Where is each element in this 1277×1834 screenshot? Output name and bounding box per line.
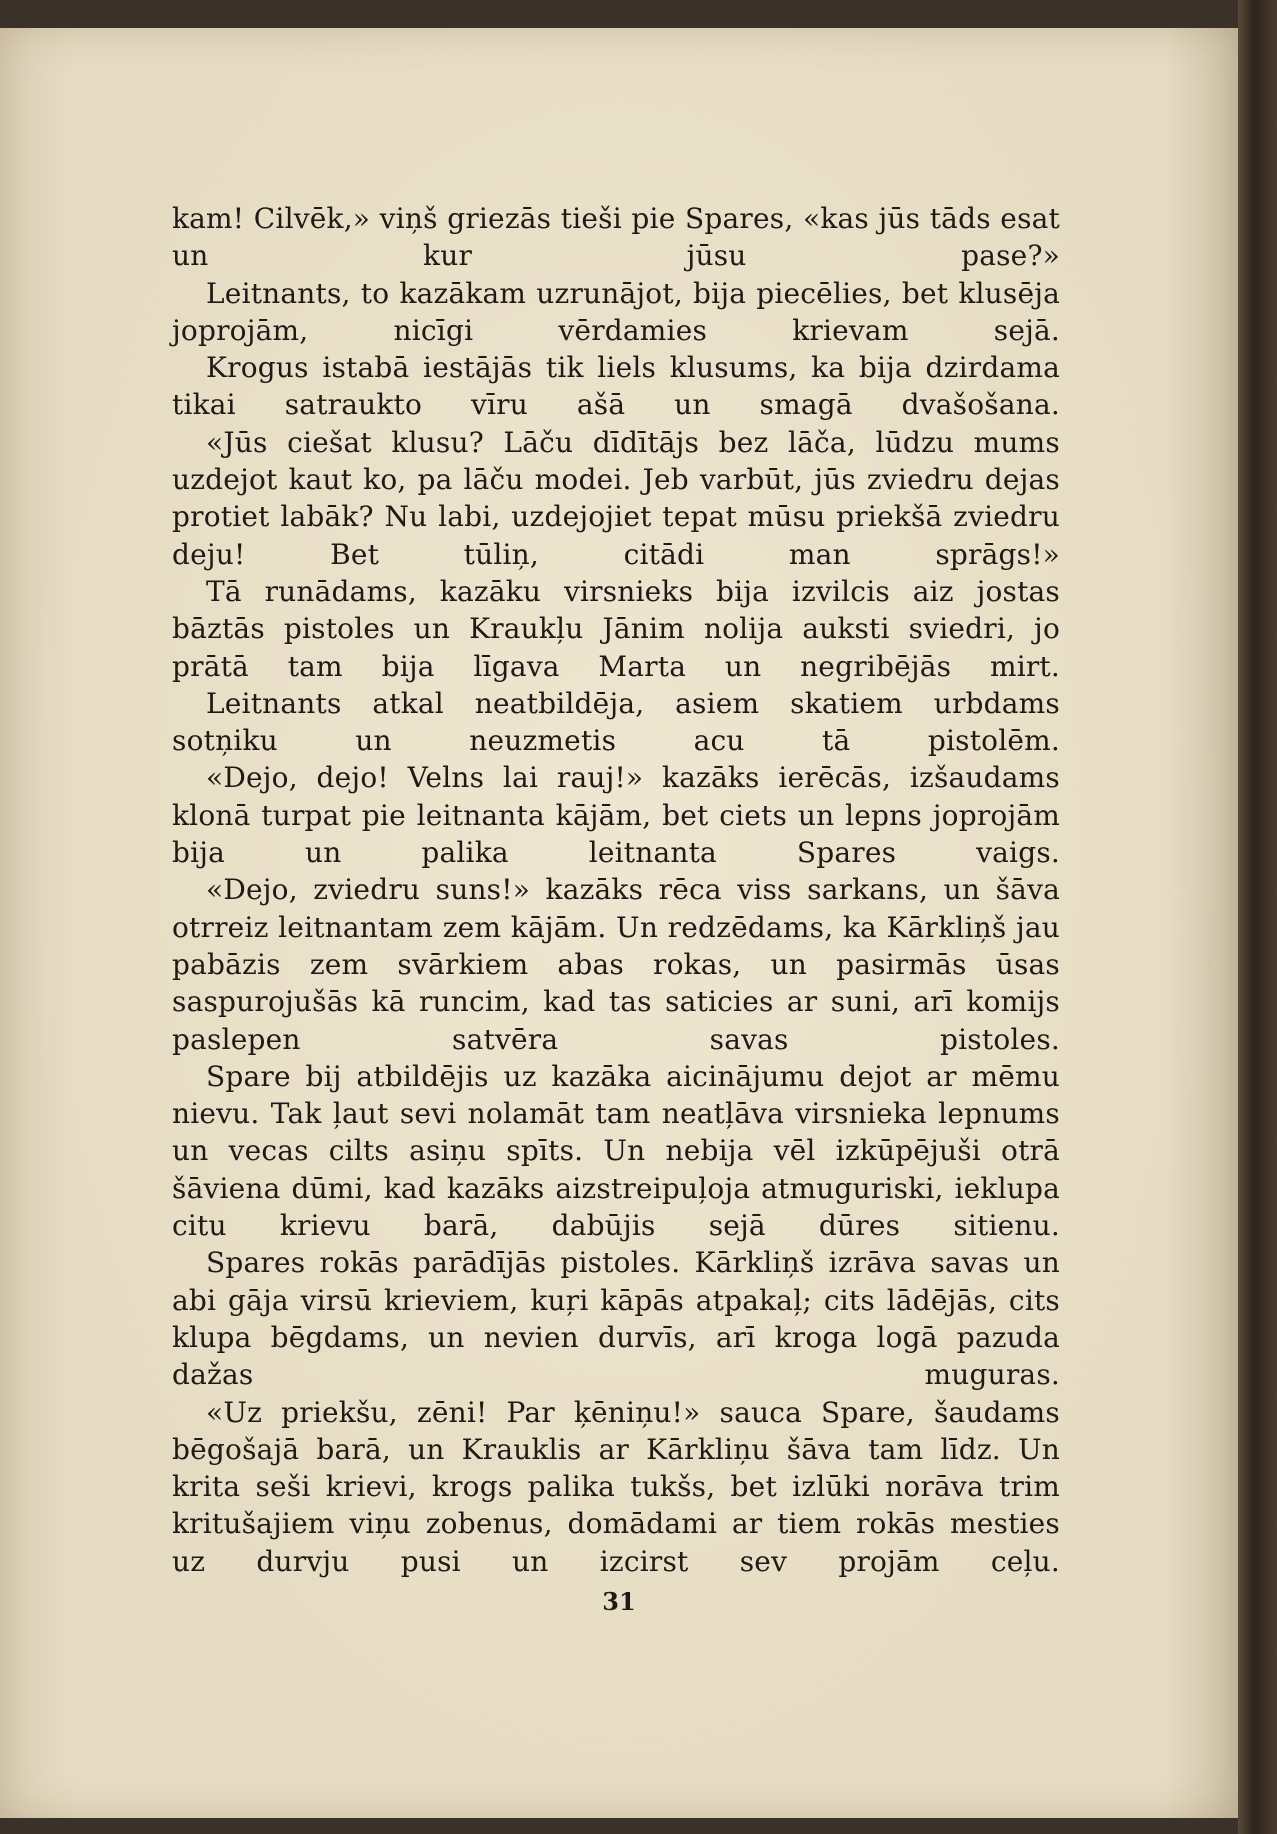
paragraph: Spares rokās parādījās pistoles. Kārkliņš izrāva savas un abi gāja virsū krieviem, kuŗi kāpās atpakaļ; cits lādējās, cits klupa bēgdams, un nevien durvīs, arī kroga logā pazuda dažas muguras. xyxy=(172,1246,1060,1392)
paragraph: Krogus istabā iestājās tik liels klusums, ka bija dzirdama tikai satraukto vīru ašā un smagā dvašošana. xyxy=(172,351,1060,422)
paragraph: «Dejo, dejo! Velns lai rauj!» kazāks ierēcās, izšaudams klonā turpat pie leitnanta kājām, bet ciets un lepns joprojām bija un palika leitnanta Spares vaigs. xyxy=(172,761,1060,870)
paragraph: «Dejo, zviedru suns!» kazāks rēca viss sarkans, un šāva otrreiz leitnantam zem kājām. Un redzēdams, ka Kārkliņš jau pabāzis zem svārkiem abas rokas, un pasirmās ūsas saspurojušās kā runcim, kad tas saticies ar suni, arī komijs paslepen satvēra savas pistoles. xyxy=(172,873,1060,1056)
book-edge xyxy=(1238,0,1277,1834)
paragraph: kam! Cilvēk,» viņš griezās tieši pie Spares, «kas jūs tāds esat un kur jūsu pase?» xyxy=(172,202,1060,273)
paragraph: «Uz priekšu, zēni! Par ķēniņu!» sauca Spare, šaudams bēgošajā barā, un Krauklis ar Kārkliņu šāva tam līdz. Un krita seši krievi, krogs palika tukšs, bet izlūki norāva trim kritušajiem viņu zobenus, domādami ar tiem rokās mesties uz durvju pusi un izcirst sev projām ceļu. xyxy=(172,1395,1060,1578)
paragraph: Spare bij atbildējis uz kazāka aicinājumu dejot ar mēmu nievu. Tak ļaut sevi nolamāt tam neatļāva virsnieka lepnums un vecas cilts asiņu spīts. Un nebija vēl izkūpējuši otrā šāviena dūmi, kad kazāks aizstreipuļoja atmuguriski, ieklupa citu krievu barā, dabūjis sejā dūres sitienu. xyxy=(172,1059,1060,1243)
page-number: 31 xyxy=(602,1587,636,1616)
paragraph: Leitnants, to kazākam uzrunājot, bija piecēlies, bet klusēja joprojām, nicīgi vērdamies krievam sejā. xyxy=(172,276,1060,347)
book-page xyxy=(0,28,1238,1818)
page-body-text xyxy=(172,200,1060,1580)
paragraph: Tā runādams, kazāku virsnieks bija izvilcis aiz jostas bāztās pistoles un Kraukļu Jānim nolija auksti sviedri, jo prātā tam bija līgava Marta un negribējās mirt. xyxy=(172,574,1060,683)
paragraph: Leitnants atkal neatbildēja, asiem skatiem urbdams sotņiku un neuzmetis acu tā pistolēm. xyxy=(172,686,1060,758)
paragraph: «Jūs ciešat klusu? Lāču dīdītājs bez lāča, lūdzu mums uzdejot kaut ko, pa lāču modei. Jeb varbūt, jūs zviedru dejas protiet labāk? Nu labi, uzdejojiet tepat mūsu priekšā zviedru deju! Bet tūliņ, citādi man sprāgs!» xyxy=(172,425,1060,571)
